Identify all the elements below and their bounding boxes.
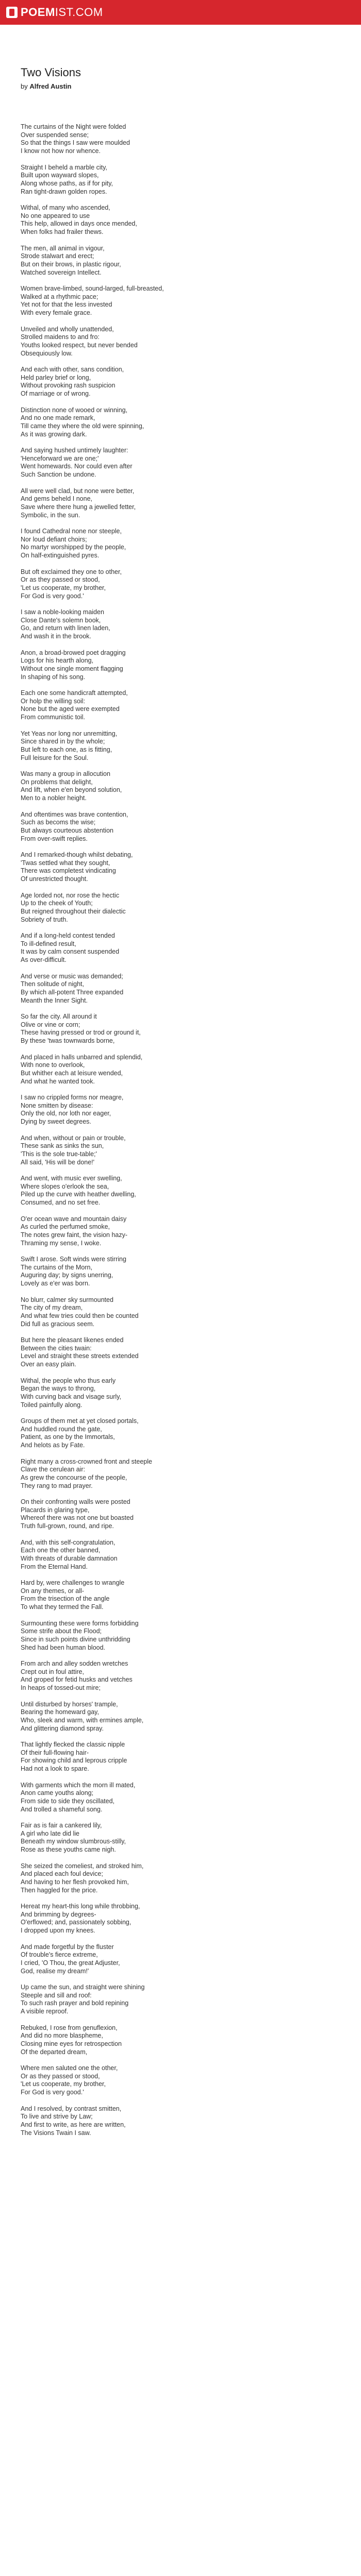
poem-line: No one appeared to use bbox=[21, 212, 90, 219]
poem-line: For God is very good.' bbox=[21, 2089, 84, 2096]
poem-line: Up came the sun, and straight were shining bbox=[21, 1984, 145, 1991]
stanza bbox=[21, 1296, 340, 1329]
poem-line: They rang to mad prayer. bbox=[21, 1482, 93, 1489]
stanza bbox=[21, 285, 340, 317]
poem-line: Unveiled and wholly unattended, bbox=[21, 325, 114, 333]
poem-line: So that the things I saw were moulded bbox=[21, 139, 130, 147]
poem-line: Fair as is fair a cankered lily, bbox=[21, 1822, 102, 1829]
poem-line: This help, allowed in days once mended, bbox=[21, 220, 137, 228]
poem-line: Surmounting these were forms forbidding bbox=[21, 1619, 139, 1627]
poem-line: Auguring day; by signs unerring, bbox=[21, 1272, 113, 1279]
poem-line: From side to side they oscillated, bbox=[21, 1797, 115, 1805]
stanza bbox=[21, 1782, 340, 1814]
stanza bbox=[21, 1903, 340, 1935]
poem-line: I saw a noble-looking maiden bbox=[21, 608, 104, 616]
poem-line: Lovely as e'er was born. bbox=[21, 1280, 90, 1287]
poem-line: Began the ways to throng, bbox=[21, 1385, 96, 1393]
poem-line: On problems that delight, bbox=[21, 778, 93, 786]
poem-line: Since in such points divine unthridding bbox=[21, 1635, 130, 1643]
poem-line: Of unrestricted thought. bbox=[21, 875, 88, 883]
poem-line: And brimming by degrees- bbox=[21, 1910, 96, 1918]
stanza bbox=[21, 1741, 340, 1773]
poem-line: And gems beheld I none, bbox=[21, 495, 92, 503]
poem-line: Strode stalwart and erect; bbox=[21, 252, 94, 260]
poem-line: And did no more blaspheme, bbox=[21, 2032, 103, 2040]
poem-line: These having pressed or trod or ground it, bbox=[21, 1029, 141, 1037]
poem-line: And trolled a shameful song. bbox=[21, 1805, 103, 1813]
poem-line: Went homewards. Nor could even after bbox=[21, 463, 133, 470]
poem-line: Over an easy plain. bbox=[21, 1361, 76, 1368]
poem-line: Placards in glaring type, bbox=[21, 1506, 90, 1514]
poem-line: I found Cathedral none nor steeple, bbox=[21, 528, 122, 535]
poem-line: With curving back and visage surly, bbox=[21, 1393, 121, 1400]
poem-line: Some strife about the Flood; bbox=[21, 1628, 102, 1635]
poem-line: To live and strive by Law; bbox=[21, 2113, 93, 2121]
poem-line: Or as they passed or stood, bbox=[21, 576, 100, 584]
poem-line: I cried, 'O Thou, the great Adjuster, bbox=[21, 1959, 120, 1967]
poem-line: 'Let us cooperate, my brother, bbox=[21, 584, 106, 591]
poem-line: Shed had been human blood. bbox=[21, 1643, 106, 1651]
poem-line: The curtains of the Morn, bbox=[21, 1263, 92, 1271]
stanza bbox=[21, 1539, 340, 1571]
poem-line: Of the departed dream, bbox=[21, 2048, 88, 2056]
poem-line: On any themes, or all- bbox=[21, 1587, 84, 1595]
poem-line: Olive or vine or corn; bbox=[21, 1021, 80, 1028]
poem-line: 'Let us cooperate, my brother, bbox=[21, 2080, 106, 2088]
poem-line: I dropped upon my knees. bbox=[21, 1927, 95, 1935]
poem-line: And placed in halls unbarred and splendid, bbox=[21, 1053, 143, 1061]
poem-line: 'Henceforward we are one;' bbox=[21, 454, 99, 462]
poem-line: By which all-potent Three expanded bbox=[21, 988, 124, 996]
poem-line: And if a long-held contest tended bbox=[21, 932, 115, 939]
poem-line: Ran tight-drawn golden ropes. bbox=[21, 188, 107, 195]
poem-line: Rose as these youths came nigh. bbox=[21, 1846, 116, 1854]
stanza bbox=[21, 1215, 340, 1248]
poem-line: Of their full-flowing hair- bbox=[21, 1749, 89, 1756]
stanza bbox=[21, 689, 340, 722]
stanza bbox=[21, 487, 340, 520]
poem-line: With garments which the morn ill mated, bbox=[21, 1781, 136, 1789]
stanza bbox=[21, 204, 340, 236]
poem-line: From arch and alley sodden wretches bbox=[21, 1660, 128, 1667]
poem-line: As over-difficult. bbox=[21, 956, 67, 964]
top-bar bbox=[0, 0, 361, 25]
poem-line: And no one made remark, bbox=[21, 414, 95, 422]
poem-line: And groped for fetid husks and vetches bbox=[21, 1676, 133, 1684]
poem-line: All were well clad, but none were better, bbox=[21, 487, 135, 495]
logo-icon bbox=[6, 7, 18, 18]
author-link[interactable]: Alfred Austin bbox=[29, 82, 72, 90]
stanza bbox=[21, 406, 340, 439]
stanza bbox=[21, 1256, 340, 1288]
poem-line: Had not a look to spare. bbox=[21, 1765, 89, 1773]
poem-line: With none to overlook, bbox=[21, 1061, 85, 1069]
poem-line: In shaping of his song. bbox=[21, 673, 86, 681]
poem-line: The Visions Twain I saw. bbox=[21, 2129, 91, 2137]
poem-line: Such Sanction be undone. bbox=[21, 471, 96, 479]
byline-prefix: by bbox=[21, 82, 28, 90]
poem-line: By these 'twas townwards borne, bbox=[21, 1037, 115, 1045]
stanza bbox=[21, 2024, 340, 2057]
poem-line: But oft exclaimed they one to other, bbox=[21, 568, 122, 575]
poem-line: Along whose paths, as if for pity, bbox=[21, 179, 113, 187]
logo-suffix: IST.COM bbox=[55, 6, 103, 19]
poem-line: None smitten by disease: bbox=[21, 1101, 93, 1109]
poem-line: But whither each at leisure wended, bbox=[21, 1069, 123, 1077]
poem-line: Dying by sweet degrees. bbox=[21, 1118, 91, 1126]
poem-line: The city of my dream, bbox=[21, 1304, 83, 1312]
poem-line: Such as becoms the wise; bbox=[21, 819, 96, 826]
poem-line: From the trisection of the angle bbox=[21, 1595, 110, 1603]
poem-line: Symbolic, in the sun. bbox=[21, 511, 80, 519]
poem-line: Full leisure for the Soul. bbox=[21, 754, 89, 761]
poem-line: A girl who late did lie bbox=[21, 1829, 79, 1837]
poem-line: God, realise my dream!' bbox=[21, 1967, 89, 1975]
stanza bbox=[21, 1701, 340, 1733]
stanza bbox=[21, 1336, 340, 1369]
stanza bbox=[21, 649, 340, 682]
poem-line: And saying hushed untimely laughter: bbox=[21, 447, 128, 454]
poem-line: Toiled painfully along. bbox=[21, 1401, 83, 1409]
poem-line: Did full as gracious seem. bbox=[21, 1320, 95, 1328]
poem-line: As it was growing dark. bbox=[21, 430, 87, 438]
poem-line: Anon, a broad-browed poet dragging bbox=[21, 649, 126, 656]
poem-line: Built upon wayward slopes, bbox=[21, 172, 99, 179]
poem-line: Beneath my window slumbrous-stilly, bbox=[21, 1838, 126, 1845]
poem-line: Yet Yeas nor long nor unremitting, bbox=[21, 730, 118, 737]
poem-line: Till came they where the old were spinning, bbox=[21, 422, 144, 430]
poem-line: Where slopes o'erlook the sea, bbox=[21, 1182, 109, 1190]
poem-line: I saw no crippled forms nor meagre, bbox=[21, 1094, 124, 1101]
poem-line: But here the pleasant likenes ended bbox=[21, 1336, 124, 1344]
poem-line: Distinction none of wooed or winning, bbox=[21, 406, 128, 414]
poem-line: Until disturbed by horses' trample, bbox=[21, 1700, 118, 1708]
poem-line: Hereat my heart-this long while throbbing, bbox=[21, 1903, 140, 1910]
poem-line: A visible reproof. bbox=[21, 2008, 69, 2015]
poem-line: Was many a group in allocution bbox=[21, 770, 110, 777]
poem-line: Anon came youths along; bbox=[21, 1789, 94, 1797]
poem-title: Two Visions bbox=[21, 66, 81, 79]
poem-line: And when, without or pain or trouble, bbox=[21, 1134, 126, 1142]
poem-line: Save where there hung a jewelled fetter, bbox=[21, 503, 136, 511]
poem-line: Hard by, were challenges to wrangle bbox=[21, 1579, 125, 1586]
poem-line: From the Eternal Hand. bbox=[21, 1563, 88, 1570]
poem-line: Age lorded not, nor rose the hectic bbox=[21, 891, 120, 899]
poem-line: And having to her flesh provoked him, bbox=[21, 1878, 129, 1886]
stanza bbox=[21, 1417, 340, 1450]
poem-line: In heaps of tossed-out mire; bbox=[21, 1684, 101, 1692]
poem-line: But reigned throughout their dialectic bbox=[21, 907, 126, 915]
poem-line: Swift I arose. Soft winds were stirring bbox=[21, 1256, 126, 1263]
poem-line: On their confronting walls were posted bbox=[21, 1498, 130, 1505]
poem-line: Level and straight these streets extended bbox=[21, 1352, 139, 1360]
poem-line: And oftentimes was brave contention, bbox=[21, 810, 128, 818]
poem-line: Without one single moment flagging bbox=[21, 665, 123, 672]
poem-line: No martyr worshipped by the people, bbox=[21, 544, 126, 551]
poem-line: There was completest vindicating bbox=[21, 867, 116, 875]
poem-line: Over suspended sense; bbox=[21, 131, 89, 139]
poem-line: And went, with music ever swelling, bbox=[21, 1175, 122, 1182]
poem-line: And verse or music was demanded; bbox=[21, 972, 123, 980]
poem-line: The curtains of the Night were folded bbox=[21, 123, 126, 130]
poem-line: These sank as sinks the sun, bbox=[21, 1142, 104, 1150]
stanza bbox=[21, 326, 340, 358]
poem-line: For God is very good.' bbox=[21, 592, 84, 600]
poem-line: Whereof there was not one but boasted bbox=[21, 1514, 134, 1522]
stanza bbox=[21, 1822, 340, 1854]
poem-line: That lightly flecked the classic nipple bbox=[21, 1741, 125, 1748]
poem-line: Yet not for that the less invested bbox=[21, 301, 112, 309]
poem-line: To such rash prayer and bold repining bbox=[21, 1999, 129, 2007]
poem-line: And helots as by Fate. bbox=[21, 1442, 85, 1449]
poem-line: For showing child and leprous cripple bbox=[21, 1757, 127, 1765]
stanza bbox=[21, 892, 340, 924]
site-logo[interactable] bbox=[6, 6, 103, 19]
poem-line: And placed each foul device; bbox=[21, 1870, 103, 1878]
poem-line: Watched sovereign Intellect. bbox=[21, 268, 102, 276]
stanza bbox=[21, 366, 340, 398]
stanza bbox=[21, 1175, 340, 1207]
poem-line: Sobriety of truth. bbox=[21, 916, 68, 923]
stanza bbox=[21, 2105, 340, 2138]
stanza bbox=[21, 811, 340, 843]
poem-line: And, with this self-congratulation, bbox=[21, 1538, 116, 1546]
poem-line: From over-swift replies. bbox=[21, 835, 88, 842]
stanza bbox=[21, 1498, 340, 1531]
stanza bbox=[21, 730, 340, 762]
poem-line: But left to each one, as is fitting, bbox=[21, 745, 112, 753]
poem-line: Truth full-grown, round, and ripe. bbox=[21, 1522, 114, 1530]
poem-line: Of trouble's fierce extreme, bbox=[21, 1951, 98, 1959]
poem-line: As curled the perfumed smoke, bbox=[21, 1223, 110, 1231]
poem-line: Withal, of many who ascended, bbox=[21, 204, 110, 211]
stanza bbox=[21, 1943, 340, 1976]
stanza bbox=[21, 1134, 340, 1167]
poem-line: Nor loud defiant choirs; bbox=[21, 535, 87, 543]
poem-line: When folks had frailer thews. bbox=[21, 228, 104, 236]
stanza bbox=[21, 973, 340, 1005]
poem-line: Each one some handicraft attempted, bbox=[21, 689, 128, 697]
stanza bbox=[21, 1862, 340, 1895]
poem-line: And huddled round the gate, bbox=[21, 1425, 102, 1433]
poem-line: With every female grace. bbox=[21, 309, 92, 317]
poem-line: Crept out in foul attire, bbox=[21, 1668, 84, 1675]
poem-line: Meanth the Inner Sight. bbox=[21, 996, 88, 1004]
poem-line: Logs for his hearth along, bbox=[21, 657, 94, 665]
poem-line: O'erflowed; and, passionately sobbing, bbox=[21, 1919, 132, 1926]
poem-line: And glittering diamond spray. bbox=[21, 1724, 104, 1732]
stanza bbox=[21, 245, 340, 277]
poem-line: It was by calm consent suspended bbox=[21, 948, 120, 956]
stanza bbox=[21, 1458, 340, 1490]
stanza bbox=[21, 1620, 340, 1652]
stanza bbox=[21, 1377, 340, 1410]
poem-line: Obsequiously low. bbox=[21, 349, 73, 357]
main-content bbox=[0, 25, 361, 2137]
poem-line: Go, and return with linen laden, bbox=[21, 624, 110, 632]
poem-line: And what he wanted took. bbox=[21, 1077, 95, 1085]
stanza bbox=[21, 932, 340, 964]
poem-line: So far the city. All around it bbox=[21, 1013, 97, 1020]
poem-line: Rebuked, I rose from genuflexion, bbox=[21, 2024, 118, 2031]
poem-line: As grew the concourse of the people, bbox=[21, 1473, 127, 1481]
stanza bbox=[21, 1579, 340, 1612]
poem-line: I know not how nor whence. bbox=[21, 147, 101, 155]
poem-line: Walked at a rhythmic pace; bbox=[21, 293, 99, 300]
poem-line: Since shared in by the whole; bbox=[21, 738, 105, 745]
poem-line: And made forgetful by the fluster bbox=[21, 1943, 114, 1951]
poem-line: O'er ocean wave and mountain daisy bbox=[21, 1215, 127, 1223]
poem-line: Patient, as one by the Immortals, bbox=[21, 1433, 115, 1441]
poem-line: Strolled maidens to and fro: bbox=[21, 333, 100, 341]
poem-line: Held parley brief or long, bbox=[21, 374, 91, 381]
stanza bbox=[21, 1054, 340, 1086]
poem-line: Clave the cerulean air: bbox=[21, 1466, 86, 1473]
stanza bbox=[21, 568, 340, 601]
poem-line: Steeple and sill and roof: bbox=[21, 1991, 92, 1999]
stanza bbox=[21, 528, 340, 560]
stanza bbox=[21, 164, 340, 196]
poem-line: Only the old, nor loth nor eager, bbox=[21, 1110, 111, 1117]
poem-line: Or as they passed or stood, bbox=[21, 2072, 100, 2080]
poem-line: Straight I beheld a marble city, bbox=[21, 163, 107, 171]
poem-line: The notes grew faint, the vision hazy- bbox=[21, 1231, 128, 1239]
poem-line: 'This is the sole true-table;' bbox=[21, 1150, 97, 1158]
stanza bbox=[21, 770, 340, 803]
poem-line: And I resolved, by contrast smitten, bbox=[21, 2105, 122, 2112]
poem-line: Bearing the homeward gay, bbox=[21, 1708, 99, 1716]
poem-line: And first to write, as here are written, bbox=[21, 2121, 126, 2128]
poem-line: No blurr, calmer sky surmounted bbox=[21, 1296, 113, 1303]
stanza bbox=[21, 123, 340, 156]
poem-line: Piled up the curve with heather dwelling, bbox=[21, 1191, 136, 1198]
stanza bbox=[21, 2064, 340, 2097]
poem-line: Then solitude of night, bbox=[21, 980, 84, 988]
poem-body bbox=[21, 123, 340, 2137]
poem-line: And each with other, sans condition, bbox=[21, 366, 124, 373]
stanza bbox=[21, 1013, 340, 1045]
poem-line: But on their brows, in plastic rigour, bbox=[21, 260, 121, 268]
poem-line: To what they termed the Fall. bbox=[21, 1603, 104, 1611]
poem-line: None but the aged were exempted bbox=[21, 705, 120, 713]
stanza bbox=[21, 1660, 340, 1692]
poem-line: And wash it in the brook. bbox=[21, 633, 91, 640]
poem-line: All said, 'His will be done!' bbox=[21, 1158, 95, 1166]
poem-line: Close Dante's solemn book, bbox=[21, 616, 101, 624]
poem-line: To ill-defined result, bbox=[21, 940, 76, 947]
poem-line: Up to the cheek of Youth; bbox=[21, 900, 93, 907]
poem-line: Groups of them met at yet closed portals, bbox=[21, 1417, 139, 1425]
poem-line: 'Twas settled what they sought, bbox=[21, 859, 110, 867]
poem-line: She seized the comeliest, and stroked him, bbox=[21, 1862, 144, 1870]
poem-line: Right many a cross-crowned front and steeple bbox=[21, 1458, 152, 1465]
poem-line: Each one the other banned, bbox=[21, 1547, 101, 1554]
poem-line: And what few tries could then be counted bbox=[21, 1312, 139, 1319]
logo-prefix: POEM bbox=[21, 6, 55, 19]
poem-line: And lift, when e'en beyond solution, bbox=[21, 786, 122, 794]
poem-line: Of marriage or of wrong. bbox=[21, 390, 91, 398]
stanza bbox=[21, 1984, 340, 2016]
poem-line: Consumed, and no set free. bbox=[21, 1199, 101, 1207]
poem-line: Where men saluted one the other, bbox=[21, 2064, 118, 2072]
poem-line: The men, all animal in vigour, bbox=[21, 244, 105, 252]
poem-line: Who, sleek and warm, with ermines ample, bbox=[21, 1716, 144, 1724]
poem-line: Women brave-limbed, sound-larged, full-breasted, bbox=[21, 285, 164, 292]
poem-line: But always courteous abstention bbox=[21, 826, 113, 834]
stanza bbox=[21, 1094, 340, 1126]
byline bbox=[21, 82, 340, 90]
poem-line: Men to a nobler height. bbox=[21, 794, 87, 802]
poem-line: Thraming my sense, I woke. bbox=[21, 1239, 102, 1247]
poem-line: Withal, the people who thus early bbox=[21, 1377, 116, 1384]
stanza bbox=[21, 608, 340, 641]
poem-line: Closing mine eyes for retrospection bbox=[21, 2040, 122, 2047]
stanza bbox=[21, 447, 340, 479]
poem-line: From communistic toil. bbox=[21, 714, 86, 721]
poem-line: On half-extinguished pyres. bbox=[21, 552, 100, 560]
poem-line: And I remarked-though whilst debating, bbox=[21, 851, 133, 858]
poem-line: Between the cities twain: bbox=[21, 1344, 92, 1352]
poem-line: With threats of durable damnation bbox=[21, 1554, 118, 1562]
poem-line: Then haggled for the price. bbox=[21, 1886, 98, 1894]
poem-line: Youths looked respect, but never bended bbox=[21, 341, 138, 349]
poem-line: Or holp the willing soil: bbox=[21, 697, 86, 705]
stanza bbox=[21, 851, 340, 884]
poem-line: Without provoking rash suspicion bbox=[21, 382, 116, 389]
